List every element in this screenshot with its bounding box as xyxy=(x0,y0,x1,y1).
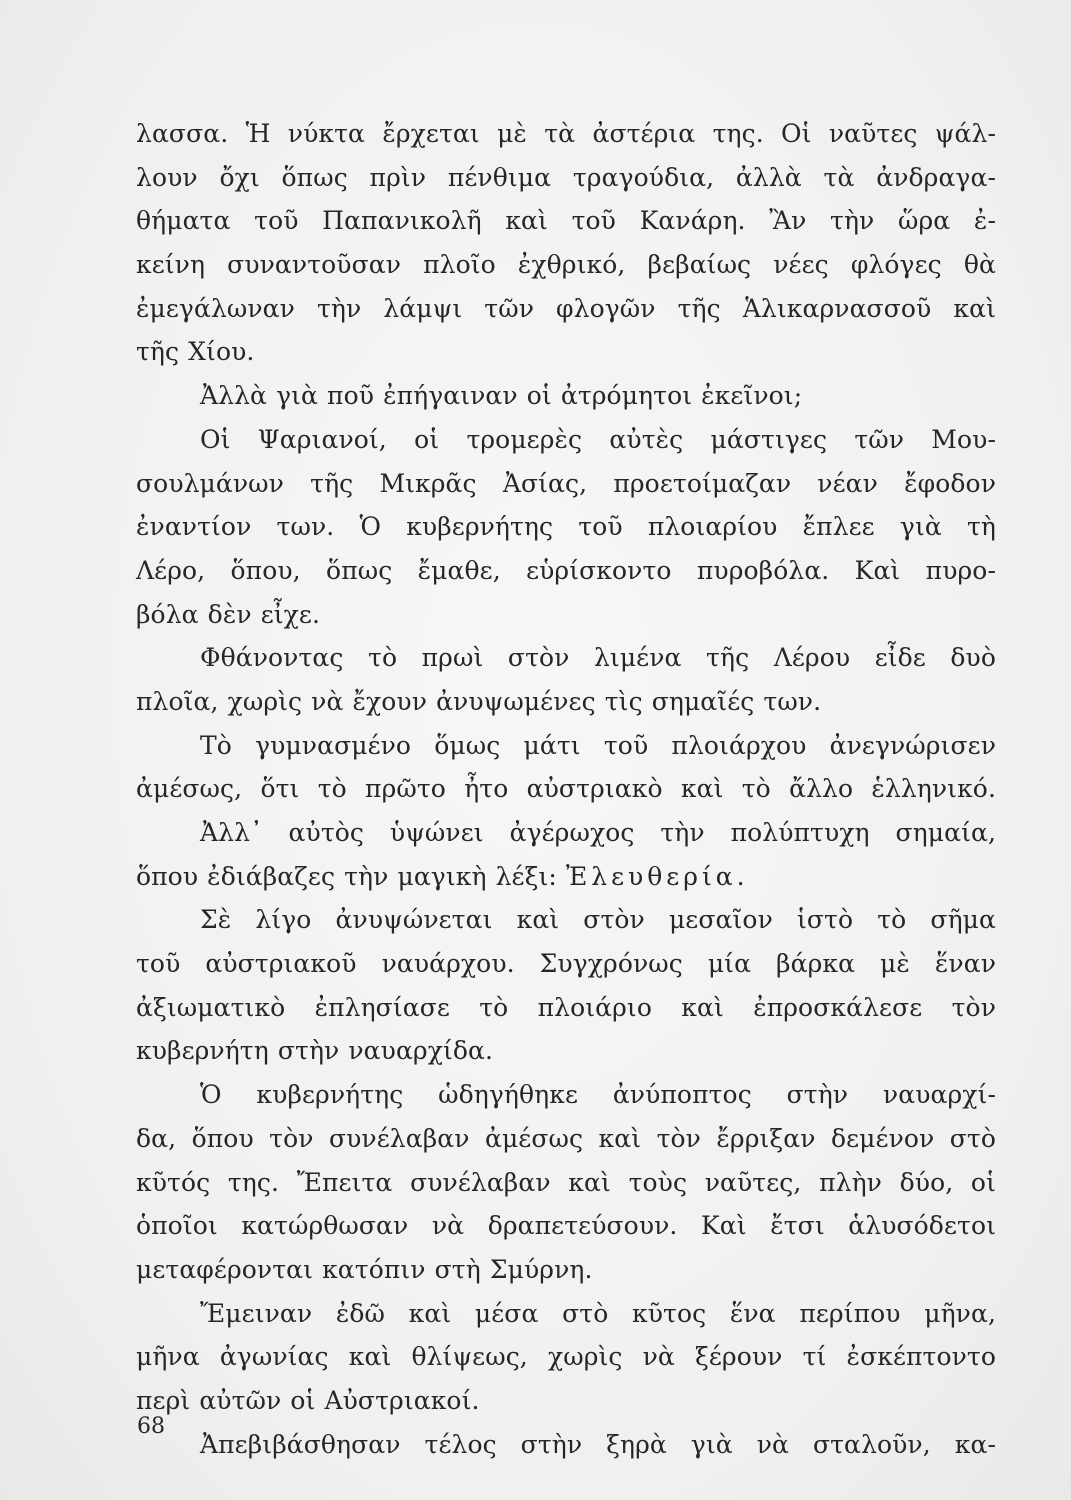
text-line-content: Ἀλλὰ γιὰ ποῦ ἐπήγαιναν οἱ ἀτρόμητοι ἐκεῖνοι; xyxy=(200,381,803,411)
text-line-content: πλοῖα, χωρὶς νὰ ἔχουν ἀνυψωμένες τὶς σημαῖές των. xyxy=(136,686,822,716)
text-line xyxy=(136,330,996,374)
text-line xyxy=(136,811,996,855)
text-line xyxy=(136,199,996,243)
text-line-content: τοῦ αὐστριακοῦ ναυάρχου. Συγχρόνως μία βάρκα μὲ ἕναν xyxy=(136,949,996,979)
text-line xyxy=(136,636,996,680)
text-line-content: λασσα. Ἡ νύκτα ἔρχεται μὲ τὰ ἀστέρια της. Οἱ ναῦτες ψάλ- xyxy=(136,119,996,148)
page-number: 68 xyxy=(137,1414,165,1439)
text-line-content: Ὁ κυβερνήτης ὡδηγήθηκε ἀνύποπτος στὴν ναυαρχί- xyxy=(200,1080,996,1110)
text-line xyxy=(136,549,996,593)
text-line-content: Ἔμειναν ἐδῶ καὶ μέσα στὸ κῦτος ἕνα περίπου μῆνα, xyxy=(200,1298,996,1328)
text-line xyxy=(136,1423,996,1467)
text-line-content: ἐναντίον των. Ὁ κυβερνήτης τοῦ πλοιαρίου ἔπλεε γιὰ τὴ xyxy=(136,512,996,542)
text-line xyxy=(136,1161,996,1205)
text-line-content: Ἀπεβιβάσθησαν τέλος στὴν ξηρὰ γιὰ νὰ σταλοῦν, κα- xyxy=(200,1429,996,1459)
text-line-content: περὶ αὐτῶν οἱ Αὐστριακοί. xyxy=(136,1385,480,1415)
text-line xyxy=(136,855,996,899)
text-line xyxy=(136,112,996,156)
text-line xyxy=(136,942,996,986)
text-line xyxy=(136,1379,996,1423)
text-line xyxy=(136,1029,996,1073)
text-line xyxy=(136,243,996,287)
text-line xyxy=(136,898,996,942)
text-line xyxy=(136,374,996,418)
text-line xyxy=(136,505,996,549)
text-line xyxy=(136,593,996,637)
text-line-content: Φθάνοντας τὸ πρωὶ στὸν λιμένα τῆς Λέρου εἶδε δυὸ xyxy=(200,643,996,673)
text-line-content: ὅπου ἐδιάβαζες τὴν μαγικὴ λέξι: xyxy=(136,861,566,891)
text-line xyxy=(136,680,996,724)
text-line xyxy=(136,724,996,768)
text-line-content: λουν ὄχι ὅπως πρὶν πένθιμα τραγούδια, ἀλλὰ τὰ ἀνδραγα- xyxy=(136,162,996,192)
text-line-content: κυβερνήτη στὴν ναυαρχίδα. xyxy=(136,1036,494,1066)
text-line-content: ἀξιωματικὸ ἐπλησίασε τὸ πλοιάριο καὶ ἐπροσκάλεσε τὸν xyxy=(136,992,996,1022)
text-line-content: βόλα δὲν εἶχε. xyxy=(136,599,320,629)
emphasized-word: Ἐλευθερία. xyxy=(565,861,749,891)
text-line-content: θήματα τοῦ Παπανικολῆ καὶ τοῦ Κανάρη. Ἂν τὴν ὥρα ἐ- xyxy=(136,206,996,236)
text-line xyxy=(136,767,996,811)
text-line-content: Σὲ λίγο ἀνυψώνεται καὶ στὸν μεσαῖον ἱστὸ τὸ σῆμα xyxy=(200,905,996,935)
text-line-content: τῆς Χίου. xyxy=(136,337,255,367)
text-line-content: δα, ὅπου τὸν συνέλαβαν ἀμέσως καὶ τὸν ἔρριξαν δεμένον στὸ xyxy=(136,1123,996,1153)
text-line-content: Οἱ Ψαριανοί, οἱ τρομερὲς αὐτὲς μάστιγες τῶν Μου- xyxy=(200,424,996,454)
text-line xyxy=(136,1117,996,1161)
text-line xyxy=(136,1292,996,1336)
text-line-content: μῆνα ἀγωνίας καὶ θλίψεως, χωρὶς νὰ ξέρουν τί ἐσκέπτοντο xyxy=(136,1342,996,1372)
text-line xyxy=(136,1248,996,1292)
text-line-content: κῦτός της. Ἔπειτα συνέλαβαν καὶ τοὺς ναῦτες, πλὴν δύο, οἱ xyxy=(136,1167,996,1197)
text-line xyxy=(136,156,996,200)
text-line-content: Τὸ γυμνασμένο ὅμως μάτι τοῦ πλοιάρχου ἀνεγνώρισεν xyxy=(200,730,996,760)
text-line-content: ἐμεγάλωναν τὴν λάμψι τῶν φλογῶν τῆς Ἁλικαρνασσοῦ καὶ xyxy=(136,293,996,323)
text-line-content: ὁποῖοι κατώρθωσαν νὰ δραπετεύσουν. Καὶ ἔτσι ἁλυσόδετοι xyxy=(136,1211,996,1241)
text-line xyxy=(136,418,996,462)
text-line-content: Ἀλλ᾿ αὐτὸς ὑψώνει ἀγέρωχος τὴν πολύπτυχη σημαία, xyxy=(200,818,996,847)
text-line-content: σουλμάνων τῆς Μικρᾶς Ἀσίας, προετοίμαζαν νέαν ἔφοδον xyxy=(136,468,996,498)
text-line-content: μεταφέρονται κατόπιν στὴ Σμύρνη. xyxy=(136,1254,593,1284)
text-line xyxy=(136,287,996,331)
text-line-content: κείνη συναντοῦσαν πλοῖο ἐχθρικό, βεβαίως νέες φλόγες θὰ xyxy=(136,250,996,280)
text-line xyxy=(136,1204,996,1248)
text-line xyxy=(136,1335,996,1379)
text-line xyxy=(136,462,996,506)
text-line-content: ἀμέσως, ὅτι τὸ πρῶτο ἦτο αὐστριακὸ καὶ τὸ ἄλλο ἑλληνικό. xyxy=(136,774,996,804)
text-line-content: Λέρο, ὅπου, ὅπως ἔμαθε, εὑρίσκοντο πυροβόλα. Καὶ πυρο- xyxy=(136,555,996,585)
body-text xyxy=(136,112,996,1466)
text-line xyxy=(136,986,996,1030)
text-line xyxy=(136,1073,996,1117)
